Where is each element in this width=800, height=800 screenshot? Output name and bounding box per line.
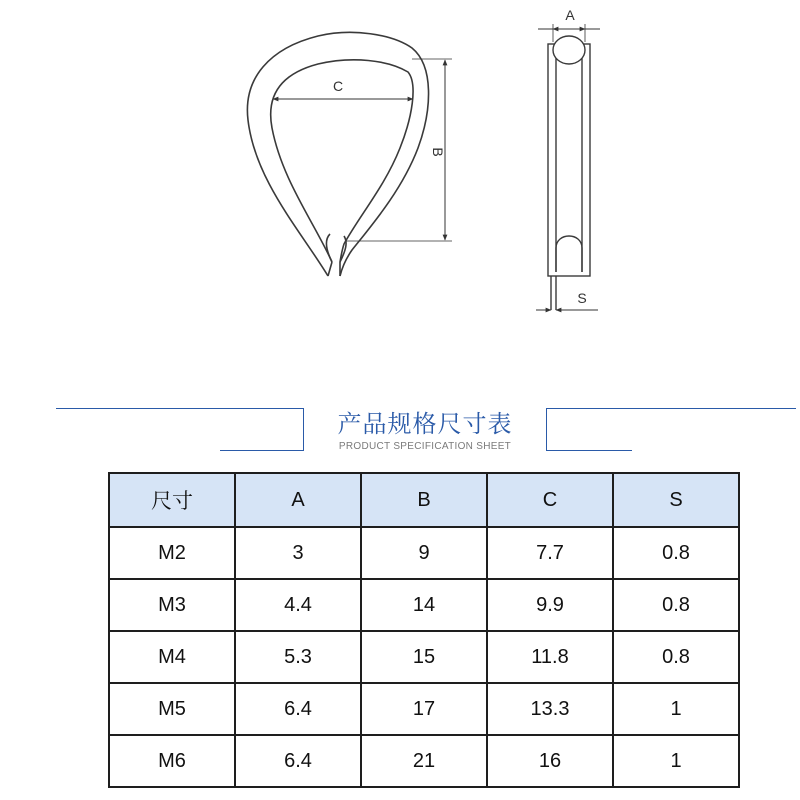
- table-row: [109, 631, 739, 683]
- dimension-s: [536, 290, 598, 310]
- table-cell: M5: [109, 683, 235, 735]
- table-cell: M6: [109, 735, 235, 787]
- page-subtitle: PRODUCT SPECIFICATION SHEET: [338, 441, 512, 452]
- table-cell: 16: [487, 735, 613, 787]
- table-cell: 9: [361, 527, 487, 579]
- table-cell: M4: [109, 631, 235, 683]
- table-cell: M2: [109, 527, 235, 579]
- table-cell: 13.3: [487, 683, 613, 735]
- dimension-c-label: C: [332, 78, 344, 94]
- dimension-c: [273, 78, 413, 99]
- table-header-row: [109, 473, 739, 527]
- table-cell: 3: [235, 527, 361, 579]
- table-cell: 5.3: [235, 631, 361, 683]
- page-title: 产品规格尺寸表: [337, 410, 513, 438]
- table-cell: 17: [361, 683, 487, 735]
- table-row: [109, 579, 739, 631]
- table-cell: 11.8: [487, 631, 613, 683]
- thimble-front-view: [247, 32, 428, 276]
- dimension-s-label: S: [577, 290, 587, 306]
- column-header-a: A: [235, 473, 361, 527]
- column-header-size: 尺寸: [109, 473, 235, 527]
- table-cell: 0.8: [613, 579, 739, 631]
- table-row: [109, 735, 739, 787]
- table-cell: 6.4: [235, 735, 361, 787]
- table-cell: 1: [613, 683, 739, 735]
- table-cell: 15: [361, 631, 487, 683]
- column-header-s: S: [613, 473, 739, 527]
- thimble-side-view: [548, 36, 590, 310]
- spec-table: [108, 472, 740, 788]
- table-cell: 1: [613, 735, 739, 787]
- column-header-c: C: [487, 473, 613, 527]
- table-cell: 4.4: [235, 579, 361, 631]
- table-cell: 0.8: [613, 631, 739, 683]
- table-cell: 9.9: [487, 579, 613, 631]
- table-cell: 21: [361, 735, 487, 787]
- dimension-b-label: B: [430, 147, 446, 157]
- table-cell: 14: [361, 579, 487, 631]
- table-cell: 6.4: [235, 683, 361, 735]
- table-cell: 7.7: [487, 527, 613, 579]
- table-row: [109, 527, 739, 579]
- dimension-a-label: A: [565, 7, 575, 23]
- table-row: [109, 683, 739, 735]
- table-cell: M3: [109, 579, 235, 631]
- column-header-b: B: [361, 473, 487, 527]
- table-cell: 0.8: [613, 527, 739, 579]
- spec-sheet-title-block: [0, 400, 800, 460]
